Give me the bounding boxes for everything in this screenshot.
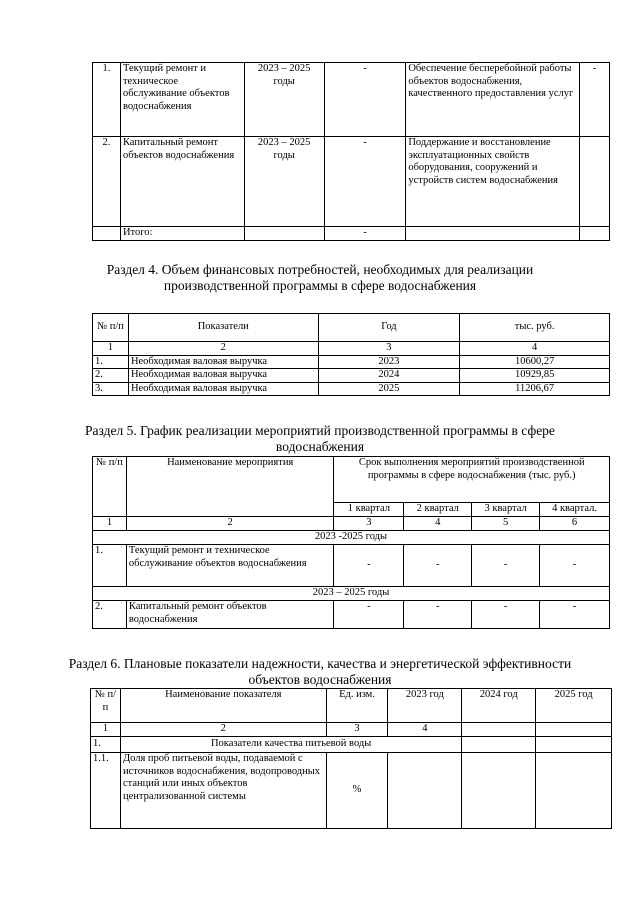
table-row xyxy=(93,137,610,227)
group-label: Показатели качества питьевой воды xyxy=(120,737,461,753)
quarter-header: 1 квартал xyxy=(334,503,404,517)
table-row xyxy=(93,601,610,629)
quarter-header: 3 квартал xyxy=(472,503,540,517)
col-header: Год xyxy=(318,314,460,342)
col-number: 3 xyxy=(318,342,460,356)
section-4-heading: Раздел 4. Объем финансовых потребностей, необходимых для реализации производственной программы в сфере водоснабжения xyxy=(106,262,534,293)
col-number: 4 xyxy=(460,342,610,356)
row-number: 1. xyxy=(93,545,127,587)
activity-cost: - xyxy=(324,137,406,227)
table-row xyxy=(93,545,610,587)
row-number: 2. xyxy=(93,369,129,383)
col-number-row xyxy=(93,517,610,531)
col-number: 1 xyxy=(93,517,127,531)
group-label: 2023 -2025 годы xyxy=(93,531,610,545)
activity-goal: Поддержание и восстановление эксплуатационных свойств оборудования, сооружений и устройств систем водоснабжения xyxy=(406,137,580,227)
amount: 11206,67 xyxy=(460,382,610,396)
row-number: 1.1. xyxy=(91,753,121,829)
table-header xyxy=(93,457,610,503)
quarter-value: - xyxy=(334,545,404,587)
col-number: 2 xyxy=(120,723,326,737)
col-header: Ед. изм. xyxy=(326,689,388,723)
year: 2023 xyxy=(318,355,460,369)
indicator-name: Доля проб питьевой воды, подаваемой с источников водоснабжения, водопроводных станций или иных объектов централизованной системы xyxy=(120,753,326,829)
table-row xyxy=(93,369,610,383)
col-number: 2 xyxy=(126,517,334,531)
indicator-name: Необходимая валовая выручка xyxy=(128,382,318,396)
schedule-table xyxy=(92,456,610,629)
quarter-value: - xyxy=(472,545,540,587)
table-row xyxy=(93,382,610,396)
activity-extra: - xyxy=(580,63,610,137)
group-row xyxy=(93,531,610,545)
quarter-value: - xyxy=(404,545,472,587)
quarter-value: - xyxy=(540,601,610,629)
section-5-heading: Раздел 5. График реализации мероприятий производственной программы в сфере водоснабжения xyxy=(85,423,555,454)
col-header: 2025 год xyxy=(536,689,612,723)
group-number: 1. xyxy=(91,737,121,753)
activity-name: Капитальный ремонт объектов водоснабжения xyxy=(120,137,244,227)
row-number: 1. xyxy=(93,63,121,137)
col-number-row xyxy=(93,342,610,356)
activity-cost: - xyxy=(324,63,406,137)
col-number: 6 xyxy=(540,517,610,531)
col-number-row xyxy=(91,723,612,737)
indicator-name: Необходимая валовая выручка xyxy=(128,369,318,383)
total-label: Итого: xyxy=(120,227,244,241)
table-header xyxy=(93,314,610,342)
unit: % xyxy=(326,753,388,829)
total-cost: - xyxy=(324,227,406,241)
quarter-header: 4 квартал. xyxy=(540,503,610,517)
activity-goal: Обеспечение бесперебойной работы объектов водоснабжения, качественного предоставления услуг xyxy=(406,63,580,137)
col-header-period: Срок выполнения мероприятий производственной программы в сфере водоснабжения (тыс. руб.) xyxy=(334,457,610,503)
col-number: 2 xyxy=(128,342,318,356)
col-number: 1 xyxy=(93,342,129,356)
row-number: 2. xyxy=(93,137,121,227)
indicators-table xyxy=(90,688,612,829)
total-row xyxy=(93,227,610,241)
quarter-value: - xyxy=(540,545,610,587)
activity-name: Текущий ремонт и техническое обслуживание объектов водоснабжения xyxy=(126,545,334,587)
amount: 10600,27 xyxy=(460,355,610,369)
quarter-header: 2 квартал xyxy=(404,503,472,517)
activities-table xyxy=(92,62,610,241)
col-number: 4 xyxy=(404,517,472,531)
col-header: № п/п xyxy=(91,689,121,723)
col-header: № п/п xyxy=(93,314,129,342)
col-header: 2024 год xyxy=(462,689,536,723)
col-number: 5 xyxy=(472,517,540,531)
col-header: Наименование мероприятия xyxy=(126,457,334,517)
quarter-value: - xyxy=(404,601,472,629)
section-6-heading: Раздел 6. Плановые показатели надежности, качества и энергетической эффективности объектов водоснабжения xyxy=(68,656,572,687)
col-number: 3 xyxy=(326,723,388,737)
group-label: 2023 – 2025 годы xyxy=(93,587,610,601)
year: 2024 xyxy=(318,369,460,383)
table-row xyxy=(91,753,612,829)
table-row xyxy=(93,355,610,369)
col-header: Показатели xyxy=(128,314,318,342)
activity-period: 2023 – 2025 годы xyxy=(244,63,324,137)
col-number: 1 xyxy=(91,723,121,737)
indicator-name: Необходимая валовая выручка xyxy=(128,355,318,369)
activity-name: Текущий ремонт и техническое обслуживание объектов водоснабжения xyxy=(120,63,244,137)
group-row xyxy=(91,737,612,753)
table-row xyxy=(93,63,610,137)
activity-period: 2023 – 2025 годы xyxy=(244,137,324,227)
col-number: 4 xyxy=(388,723,462,737)
row-number: 1. xyxy=(93,355,129,369)
year: 2025 xyxy=(318,382,460,396)
quarter-value: - xyxy=(472,601,540,629)
table-header xyxy=(91,689,612,723)
amount: 10929,85 xyxy=(460,369,610,383)
activity-name: Капитальный ремонт объектов водоснабжения xyxy=(126,601,334,629)
row-number: 2. xyxy=(93,601,127,629)
col-number: 3 xyxy=(334,517,404,531)
finance-table xyxy=(92,313,610,396)
row-number: 3. xyxy=(93,382,129,396)
col-header: Наименование показателя xyxy=(120,689,326,723)
col-header: тыс. руб. xyxy=(460,314,610,342)
activity-extra xyxy=(580,137,610,227)
col-header: 2023 год xyxy=(388,689,462,723)
col-header: № п/п xyxy=(93,457,127,517)
group-row xyxy=(93,587,610,601)
quarter-value: - xyxy=(334,601,404,629)
